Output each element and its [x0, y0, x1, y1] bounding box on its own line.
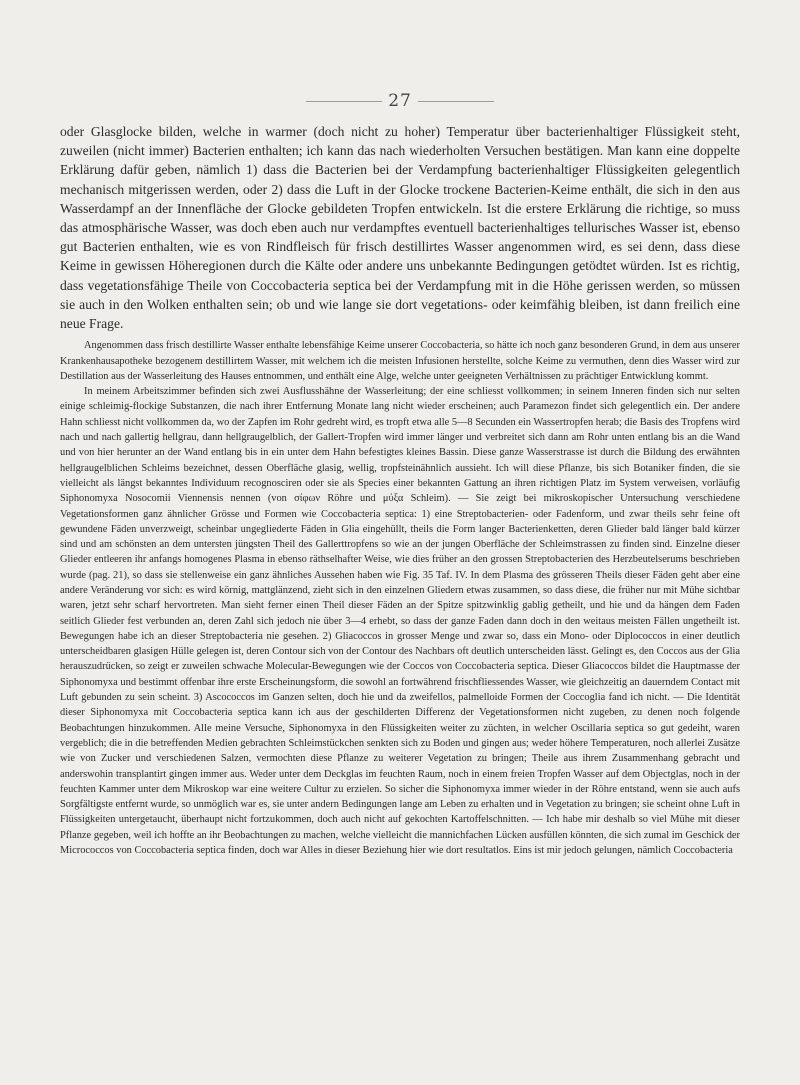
page-header [300, 90, 500, 112]
main-paragraph: oder Glasglocke bilden, welche in warmer (doch nicht zu hoher) Temperatur über bacterienhaltiger Flüssigkeit steht, zuweilen (nicht immer) Bacterien enthalten; ich kann das nach wiederholten Versuchen bestätigen. Man kann eine doppelte Erklärung dafür geben, nämlich 1) dass die Bacterien bei der Verdampfung bacterienhaltiger Flüssigkeiten gelegentlich mechanisch mitgerissen werden, oder 2) dass die Luft in der Glocke trockene Bacterien-Keime enthält, die sich in den aus Wasserdampf an der Innenfläche der Glocke gebildeten Tropfen entwickeln. Ist die erstere Erklärung die richtige, so muss das atmosphärische Wasser, was doch eben auch nur verdampftes eventuell bacterienhaltiges tellurisches Wasser ist, ebenso gut Bacterien enthalten, wie es von Rindfleisch für frisch destillirtes Wasser angenommen wird, es sei denn, dass diese Keime in gewissen Höheregionen durch die Kälte oder andere uns unbekannte Bedingungen getödtet würden. Ist es richtig, dass vegetationsfähige Theile von Coccobacteria septica bei der Verdampfung mit in die Höhe gerissen werden, so müssen sie auch in den Wolken enthalten sein; ob und wie lange sie dort vegetations- oder keimfähig bleiben, ist dann freilich eine neue Frage. [60, 124, 740, 332]
footnote-paragraph-2: In meinem Arbeitszimmer befinden sich zwei Ausflusshähne der Wasserleitung; der eine schliesst vollkommen; in seinem Inneren finden sich nur selten einige schleimig-flockige Substanzen, die nach ihrer Entfernung Monate lang nicht wieder erscheinen; auch Paramezon findet sich gelegentlich ein. Der andere Hahn schliesst nicht vollkommen da, wo der Zapfen im Rohr gedreht wird, es tropft etwa alle 5—8 Secunden ein Wassertropfen herab; die Basis des Tropfens wird nach und nach gallertig hellgrau, dann hellgraugelblich, der Gallert-Tropfen wird immer länger und verbreitet sich dann am Rohr unten entlang bis an die Wand und von hier herunter an der Wand entlang bis in ein unter dem Hahn befestigtes kleines Bassin. Diese ganze Wasserstrasse ist durch die Bildung des erwähnten hellgraugelblichen Schleims bezeichnet, dessen Oberfläche glasig, wellig, tropfsteinähnlich aussieht. Ich will diese Pflanze, bis sich Botaniker finden, die sie vielleicht als längst bekanntes Individuum recognosciren oder sie als Species einer bekannten Gattung an ihren richtigen Platz im System verweisen, vorläufig Siphonomyxa Nosocomii Viennensis nennen (von σίφων Röhre und μύξα Schleim). — Sie zeigt bei mikroskopischer Untersuchung verschiedene Vegetationsformen ganz ähnlicher Grösse und Formen wie Coccobacteria septica: 1) eine Streptobacterien- oder Fadenform, und zwar theils sehr feine oft gewundene Fäden unverzweigt, scheinbar ungegliederte Fäden in Glia eingehüllt, theils die Form langer Bacterienketten, deren Glieder bald länger bald kürzer sind und am schönsten an dem untersten jüngsten Theil des Gallerttropfens so wie an der jungen Oberfläche der Schleimstrassen zu finden sind. Einzelne dieser Glieder entleeren ihr anfangs homogenes Plasma in ebenso räthselhafter Weise, wie dies früher an den grossen Streptobacterien des Herzbeutelserums beschrieben wurde (pag. 21), so dass sie stellenweise ein ganz ähnliches Aussehen haben wie Fig. 35 Taf. IV. In dem Plasma des grösseren Theils dieser Fäden geht aber eine andere Veränderung vor sich: es wird körnig, mattglänzend, zieht sich in den einzelnen Gliedern etwas zusammen, so dass diese, die früher nur mit Mühe sichtbar waren, jetzt sehr scharf hervortreten. Man sieht ferner einen Theil dieser Fäden an der Spitze spitzwinklig gablig getheilt, und hie und da hängen dem Faden seitlich Glieder fest verbunden an, deren Zahl sich jedoch nie über 3—4 erhebt, so dass der ganze Faden dann doch in den weitaus meisten Fällen ungetheilt ist. Bewegungen habe ich an dieser Streptobacteria nie gesehen. 2) Gliacoccos in grosser Menge und zwar so, dass ein Mono- oder Diplococcos in einer deutlich unterscheidbaren glasigen Hülle gelegen ist, deren Contour sich von der Contour des Nachbars oft deutlich unterscheiden lässt. Gelingt es, den Coccos aus der Glia herauszudrücken, so zeigt er zuweilen schwache Molecular-Bewegungen wie der Coccos von Coccobacteria septica. Dieser Gliacoccos bildet die Hauptmasse der Siphonomyxa und bestimmt offenbar ihre erste Erscheinungsform, die sowohl an fortwährend frischfliessendes Wasser, wie gleichzeitig an dauerndem Contact mit Luft gebunden zu sein scheint. 3) Ascococcos im Ganzen selten, doch hie und da zweifellos, palmelloide Formen der Coccoglia fand ich nicht. — Die Identität dieser Siphonomyxa mit Coccobacteria septica kann ich aus der geschilderten Differenz der Vegetationsformen nicht zugeben, zu denen noch folgende Beobachtungen hinzukommen. Alle meine Versuche, Siphonomyxa in den Flüssigkeiten weiter zu züchten, in welcher Oscillaria septica so gut gedeiht, waren vergeblich; die in die betreffenden Medien gebrachten Schleimstückchen senkten sich zu Boden und gingen aus; weder höhere Temperaturen, noch allerlei Zusätze wie von Zucker und verschiedenen Salzen, vermochten diese Pflanze zu weiterer Vegetation zu bringen; Theile aus ihrem Zusammenhang gebracht und anderswohin transplantirt gingen immer aus. Weder unter dem Deckglas im feuchten Raum, noch in einem freien Tropfen Wasser auf dem Objectglas, noch in der feuchten Kammer unter dem Mikroskop war eine weitere Cultur zu erzielen. So sicher die Siphonomyxa immer wieder in der Röhre entstand, wenn sie auch aufs Sorgfältigste entfernt wurde, so unmöglich war es, sie unter andern Bedingungen lange am Leben zu erhalten und in Vegetation zu bringen; sie scheint ohne Luft in Flüssigkeiten untergetaucht, überhaupt nicht fortzukommen, doch auch nicht auf gekochten Kartoffelschnitten. — Ich habe mir deshalb so viel Mühe mit dieser Pflanze gegeben, weil ich hoffte an ihr Beobachtungen zu machen, welche vielleicht die mannichfachen Lücken ausfüllen könnten, die sich zumal im Geschick der Micrococcos von Coccobacteria septica finden, doch war Alles in dieser Beziehung hier wie dort resultatlos. Eins ist mir jedoch gelungen, nämlich Coccobacteria [60, 386, 740, 857]
header-rule-left [306, 101, 382, 102]
page-number: 27 [388, 91, 412, 111]
page-body [60, 122, 740, 858]
footnote-paragraph-1: Angenommen dass frisch destillirte Wasser enthalte lebensfähige Keime unserer Coccobacteria, so hätte ich noch ganz besonderen Grund, in dem aus unserer Krankenhausapotheke bezogenem destillirtem Wasser, mit welchem ich die meisten Infusionen herstellte, solche Keime zu vermuthen, denn dies Wasser wird zur Destillation aus der Wasserleitung des Hauses entnommen, und enthält eine Alge, welche unter geeigneten Verhältnissen zu prächtiger Entwicklung kommt. [60, 340, 740, 382]
header-rule-right [418, 101, 494, 102]
